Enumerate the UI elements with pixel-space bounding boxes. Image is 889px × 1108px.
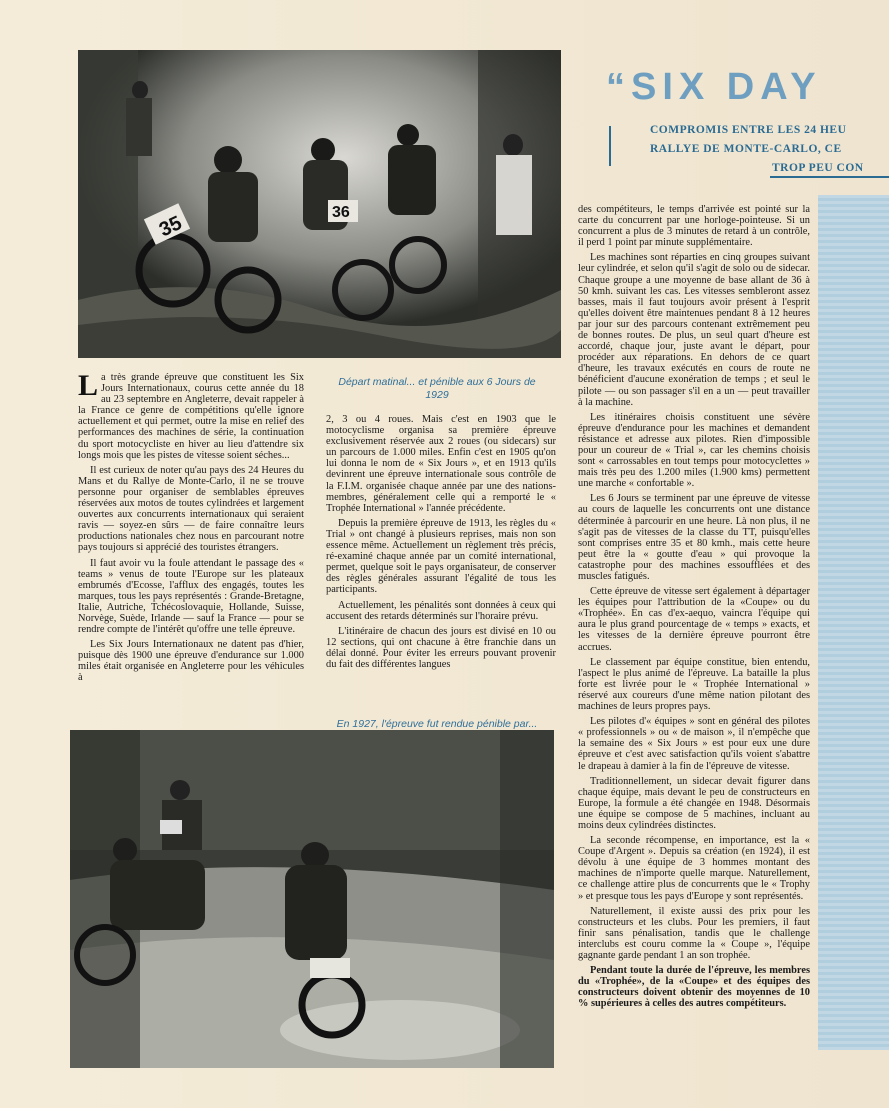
paragraph: Traditionnellement, un sidecar devait figurer dans chaque équipe, mais devant le peu de constructeurs en Europe, la formule a été changée en 1948. Désormais une équipe se compose de 5 machines, incluant au moins deux cylindrées distinctes. bbox=[578, 775, 810, 831]
paragraph: Les pilotes d'« équipes » sont en général des pilotes « professionnels » ou « de maison », il n'empêche que la semaine des « Six Jours » est pour eux une dure épreuve et c'est avec satisfaction qu'ils voient s'abattre le drapeau à damier à la fin de l'épreuve de vitesse. bbox=[578, 716, 810, 772]
paragraph: La seconde récompense, en importance, est la « Coupe d'Argent ». Depuis sa création (en 1924), il est dévolu à une équipe de 3 hommes montant des machines de n'importe quelle marque. Naturellement, ce challenge attire plus de concurrents que le « Trophy » et presque tous les pays d'Europe y sont représentés. bbox=[578, 835, 810, 902]
subtitle-underline bbox=[770, 176, 889, 178]
photo-start-1929 bbox=[78, 50, 561, 358]
paragraph: Le classement par équipe constitue, bien entendu, l'aspect le plus animé de l'épreuve. La bataille la plus forte est livrée pour le « Trophée International » réservé aux coureurs d'une même nation pilotant des machines de leurs propres pays. bbox=[578, 656, 810, 713]
subtitle-line-1: COMPROMIS ENTRE LES 24 HEU bbox=[650, 124, 847, 136]
paragraph: Depuis la première épreuve de 1913, les règles du « Trial » ont changé à plusieurs reprises, mais non son essence même. Actuellement un règlement très précis, ré-examiné chaque année par un comité international, permet, quelque soit le pays organisateur, de conserver des règles générales assurant l'égalité de tous les participants. bbox=[326, 517, 556, 596]
paragraph: 2, 3 ou 4 roues. Mais c'est en 1903 que le motocyclisme organisa sa première épreuve exclusivement réservée aux 2 roues (ou sidecars) sur un parcours de 1.000 miles. Enfin c'est en 1905 qu'on lui donna le nom de « Six Jours », et en 1913 qu'ils devinrent une épreuve internationale sous contrôle de la F.I.M. organisée chaque année par une des nations-membres, généralement celle qui a remporté le « Trophée International » l'année précédente. bbox=[326, 414, 556, 514]
drop-cap: L bbox=[78, 369, 99, 402]
paragraph: Actuellement, les pénalités sont données à ceux qui accusent des retards déterminés sur l'horaire prévu. bbox=[326, 599, 556, 622]
paragraph: des compétiteurs, le temps d'arrivée est pointé sur la carte du concurrent par une horloge-pointeuse. Si un concurrent a plus de 3 minutes de retard à un contrôle, il perd 1 point par minute supplémentaire. bbox=[578, 204, 810, 249]
text-column-2 bbox=[326, 414, 556, 674]
subtitle-bracket bbox=[609, 126, 611, 166]
paragraph: Les itinéraires choisis constituent une sévère épreuve d'endurance pour les machines et demandent résistance et adresse aux pilotes. Rien d'impossible pour un coureur de « Trial », car les chemins choisis sont « carrossables en tout temps pour motocyclettes » mais très peu des 1.200 miles (1.900 kms) permettent une marche « confortable ». bbox=[578, 411, 810, 490]
plate-36: 36 bbox=[332, 204, 350, 221]
paragraph bbox=[78, 369, 304, 461]
page-edge-strip bbox=[818, 195, 889, 1050]
photo-start-1929-image bbox=[78, 50, 561, 358]
article-title: “SIX DAY bbox=[606, 66, 822, 108]
photo-rain-1927-image bbox=[70, 730, 554, 1068]
paragraph: Cette épreuve de vitesse sert également à départager les équipes pour l'attribution de la «Coupe» ou du «Trophée». En cas d'ex-aequo, vaincra l'équipe qui aura le plus grand pourcentage de « temps » exacts, et les vitesses de la dernière épreuve pourront être accrues. bbox=[578, 586, 810, 653]
plate-35: 35 bbox=[155, 212, 186, 242]
paragraph: Il est curieux de noter qu'au pays des 24 Heures du Mans et du Rallye de Monte-Carlo, il ne se trouve personne pour organiser de semblables épreuves réservées aux motos de toutes cylindrées et largement ouvertes aux concurrents internationaux qui seraient ravis — soyez-en sûrs — de faire connaître leurs productions nationales chez nous en parcourant notre pays toujours si apprécié des touristes étrangers. bbox=[78, 464, 304, 554]
paragraph: Pendant toute la durée de l'épreuve, les membres du «Trophée», de la «Coupe» et des équipes des constructeurs doivent obtenir des moyennes de 10 % supérieures à celles des autres compétiteurs. bbox=[578, 965, 810, 1010]
paragraph: Les 6 Jours se terminent par une épreuve de vitesse au cours de laquelle les concurrents ont une distance déterminée à parcourir en une heure. Là non plus, il ne s'agit pas de vitesses de la classe du TT, puisqu'elles sont comprises entre 35 et 80 kmh., mais cette heure peut être la « goutte d'eau » qui provoque la catastrophe pour des machines essoufflées et des muscles fatigués. bbox=[578, 493, 810, 582]
text-column-3 bbox=[578, 204, 810, 1013]
paragraph: Les Six Jours Internationaux ne datent pas d'hier, puisque dès 1900 une épreuve d'endurance sur 1.000 miles était organisée en Angleterre pour les véhicules à bbox=[78, 639, 304, 684]
caption-rain-1927: En 1927, l'épreuve fut rendue pénible par... bbox=[336, 718, 538, 730]
paragraph-text: a très grande épreuve que constituent les Six Jours Internationaux, courus cette année du 18 au 23 septembre en Angleterre, devait rappeler à la France ce genre de compétitions qu'elle ignore actuellement et qui permet, outre la mise en relief des performances des machines de série, la continuation du sport motocycliste en hiver au lieu d'attendre six longs mois que les pistes de vitesse soient séches... bbox=[78, 372, 304, 461]
paragraph: Les machines sont réparties en cinq groupes suivant leur cylindrée, et selon qu'il s'agit de solo ou de sidecar. Chaque groupe a une moyenne de base allant de 36 à 50 kmh. suivant les cas. Les vitesses sembleront assez basses, mais il faut toujours avoir présent à l'esprit qu'elles doivent être maintenues pendant 8 à 12 heures par jour sur des parcours contenant extrêmement peu de bonnes routes. De plus, un seul quart d'heure est accordé, chaque jour, juste avant le départ, pour procéder aux réparations. En dehors de ce quart d'heure, les travaux exécutés en cours de route ne bénéficient d'aucune exonération de temps ; et seul le pilote — ou son passager s'il en a un — peut travailler à la machine. bbox=[578, 252, 810, 408]
paragraph: Il faut avoir vu la foule attendant le passage des « teams » venus de toute l'Europe sur les plateaux embrumés d'Ecosse, l'afflux des engagés, toutes les marques, tous les pays représentés : Grande-Bretagne, Italie, Autriche, Tchécoslovaquie, Hollande, Suisse, Norvège, Suède, Irlande — sauf la France — pour se rendre compte de l'intérêt qu'offre une telle épreuve. bbox=[78, 557, 304, 636]
paragraph: Naturellement, il existe aussi des prix pour les constructeurs et les clubs. Pour les premiers, il faut finir sans pénalisation, tandis que le challenge interclubs est couru comme la « Coupe », l'équipe gagnante garde pendant 1 an son trophée. bbox=[578, 905, 810, 961]
paragraph: L'itinéraire de chacun des jours est divisé en 10 ou 12 sections, qui ont chacune à être franchie dans un délai donné. Pour éviter les erreurs pouvant provenir du fait des différentes langues bbox=[326, 625, 556, 670]
text-column-1 bbox=[78, 369, 304, 688]
photo-rain-1927 bbox=[70, 730, 554, 1068]
caption-start-1929: Départ matinal... et pénible aux 6 Jours de 1929 bbox=[338, 376, 536, 401]
subtitle-line-3: TROP PEU CON bbox=[772, 162, 864, 174]
subtitle-line-2: RALLYE DE MONTE-CARLO, CE bbox=[650, 143, 842, 155]
